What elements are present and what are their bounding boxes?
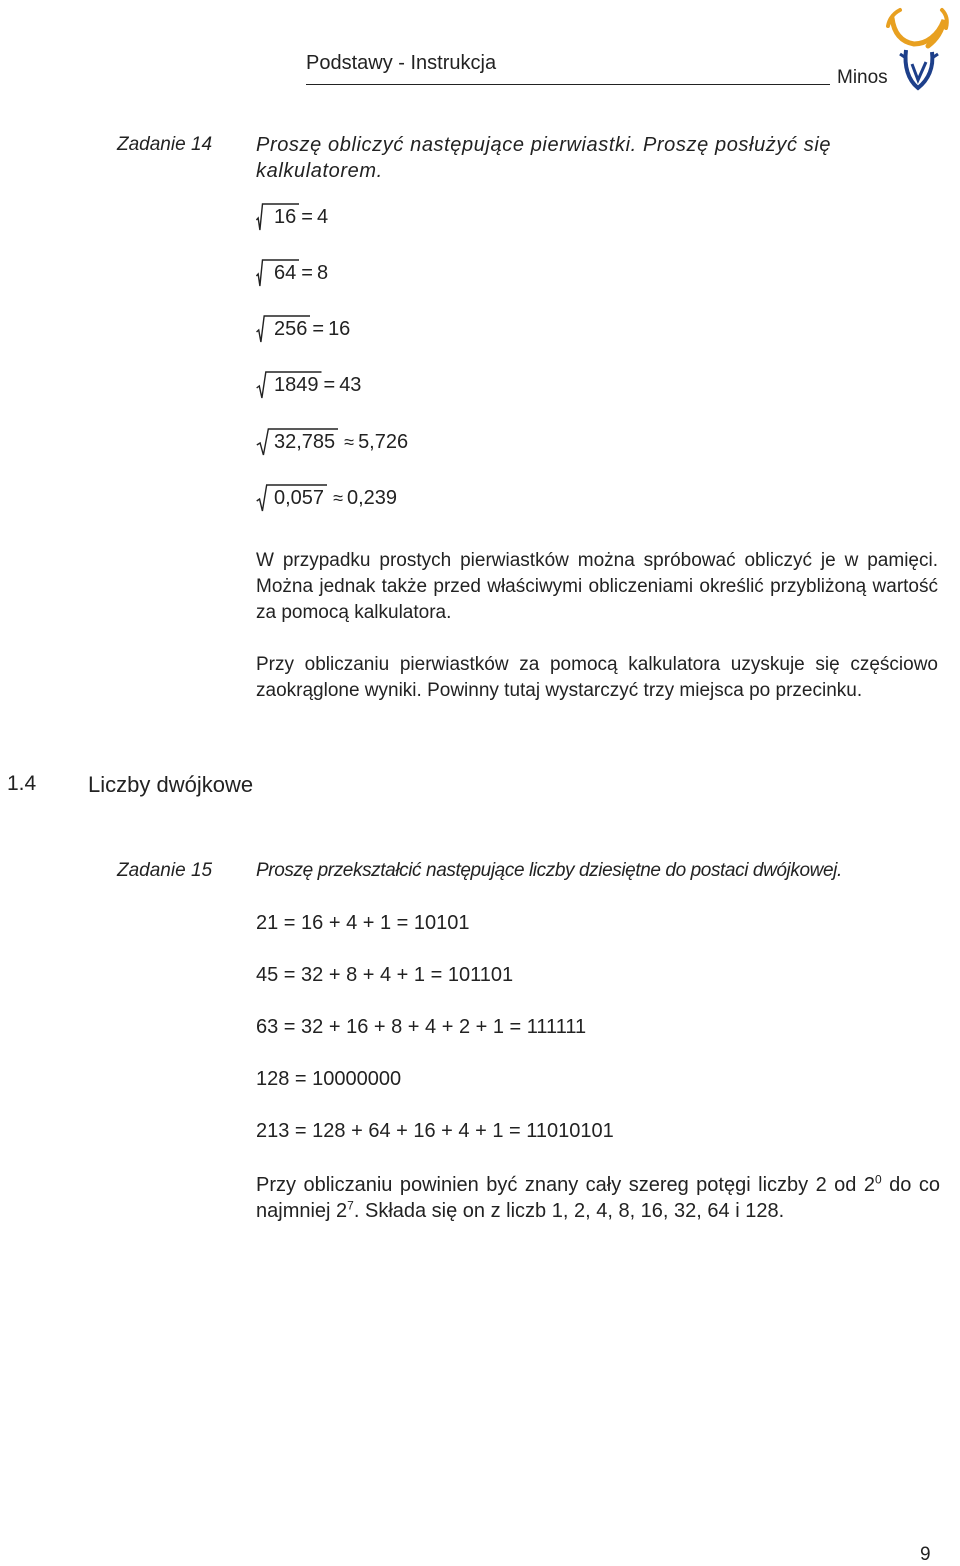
paragraph-rounding: Przy obliczaniu pierwiastków za pomocą kalkulatora uzyskuje się częściowo zaokrąglone wyniki. Powinny tutaj wystarczyć trzy miejsca po przecinku. [256,654,938,701]
root-equation [256,427,408,457]
relation-sign: = [301,205,313,228]
paragraph-powers-of-two [256,1172,940,1224]
root-result: 16 [328,317,351,340]
binary-conversion-line: 45 = 32 + 8 + 4 + 1 = 101101 [256,964,514,986]
task-15-label: Zadanie 15 [117,860,213,881]
task-15-instruction: Proszę przekształcić następujące liczby dziesiętne do postaci dwójkowej. [256,860,842,881]
root-result: 0,239 [346,486,398,509]
header-title: Podstawy - Instrukcja [306,52,497,74]
radicand: 64 [274,261,297,284]
root-equation [256,202,328,232]
root-result: 4 [316,205,329,228]
header-brand: Minos [837,67,888,88]
page-number: 9 [920,1544,931,1565]
task-14-label: Zadanie 14 [117,134,213,155]
root-result: 8 [316,261,329,284]
binary-conversion-line: 213 = 128 + 64 + 16 + 4 + 1 = 11010101 [256,1120,614,1142]
root-equation [256,483,397,513]
sqrt-radical [256,483,327,513]
paragraph-mental-calculation: W przypadku prostych pierwiastków można spróbować obliczyć je w pamięci. Można jednak także przed właściwymi obliczeniami określić przybliżoną wartość za pomocą kalkulatora. [256,550,938,623]
sqrt-radical [256,202,299,232]
relation-sign: = [312,317,325,340]
binary-conversion-line: 128 = 10000000 [256,1068,402,1090]
relation-sign: = [301,261,313,284]
root-result: 5,726 [358,430,409,453]
binary-conversion-line: 21 = 16 + 4 + 1 = 10101 [256,912,470,934]
note-text: . Składa się on z liczb 1, 2, 4, 8, 16, 32, 64 i 128. [353,1200,785,1222]
header-rule [306,84,830,85]
root-equation [256,258,328,288]
sqrt-radical [256,370,322,400]
section-number: 1.4 [7,772,37,795]
root-equation [256,370,361,400]
root-result: 43 [339,373,362,396]
radicand: 1849 [274,373,319,396]
sqrt-radical [256,258,299,288]
exponent: 7 [347,1198,354,1213]
sqrt-radical [256,427,338,457]
sqrt-radical [256,314,310,344]
radicand: 256 [274,317,308,340]
radicand: 16 [274,205,297,228]
section-title: Liczby dwójkowe [88,772,254,797]
root-equation [256,314,350,344]
radicand: 32,785 [274,430,336,453]
note-text: Przy obliczaniu powinien być znany cały szereg potęgi liczby 2 od 2 [256,1174,876,1196]
relation-sign: ≈ [333,487,343,508]
exponent: 0 [875,1172,882,1187]
binary-conversion-line: 63 = 32 + 16 + 8 + 4 + 2 + 1 = 111111 [256,1016,587,1038]
relation-sign: = [323,373,336,396]
minos-bull-logo-icon [884,6,954,94]
task-14-instruction: Proszę obliczyć następujące pierwiastki. Proszę posłużyć się kalkulatorem. [256,134,832,182]
relation-sign: ≈ [344,431,355,452]
radicand: 0,057 [274,486,325,509]
note-text: do co najmniej 2 [256,1174,940,1222]
